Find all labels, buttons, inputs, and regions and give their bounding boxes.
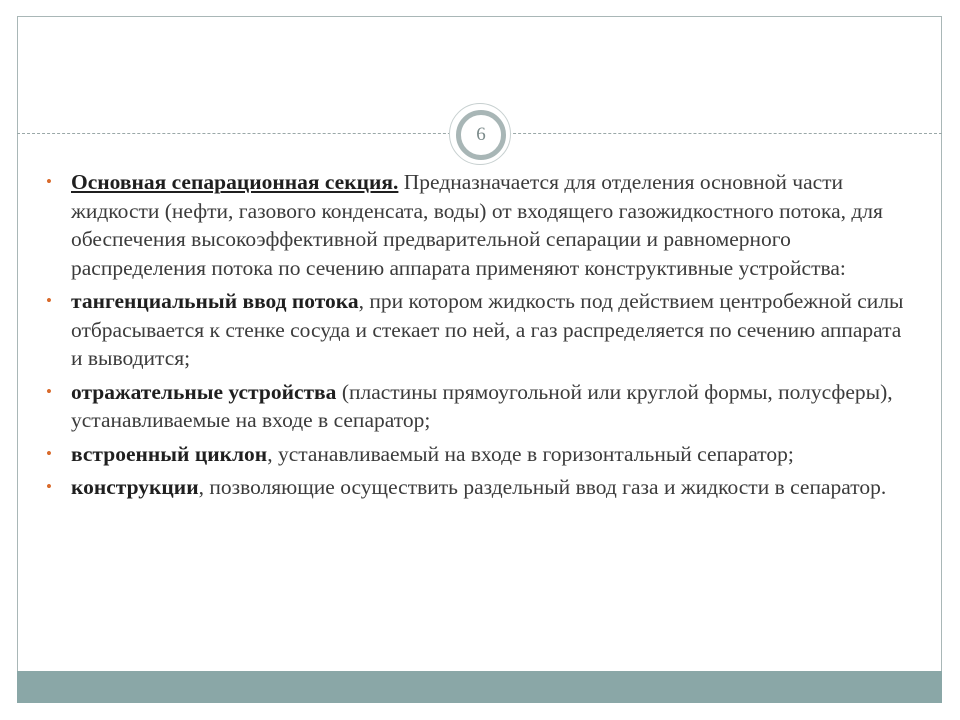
bullet-text: (пластины прямоугольной или круглой формы, полусферы), устанавливаемые на входе в сепаратор;	[71, 379, 893, 432]
page-number-ring	[456, 110, 506, 160]
bullet-icon: •	[46, 477, 52, 496]
page-number: 6	[476, 124, 486, 145]
list-item	[46, 473, 906, 502]
list-item	[46, 440, 906, 469]
bullet-text: , позволяющие осуществить раздельный ввод газа и жидкости в сепаратор.	[198, 475, 887, 499]
bullet-text: , при котором жидкость под действием центробежной силы отбрасывается к стенке сосуда и стекает по ней, а газ распределяется по сечению аппарата и выводится;	[71, 289, 904, 370]
bullet-text: , устанавливаемый на входе в горизонтальный сепаратор;	[267, 441, 794, 466]
bullet-term: Основная сепарационная секция.	[71, 170, 399, 194]
list-item	[46, 168, 906, 282]
bullet-icon: •	[46, 443, 52, 463]
bullet-icon: •	[46, 291, 52, 310]
bullet-term: тангенциальный ввод потока	[71, 289, 359, 313]
bullet-term: конструкции	[71, 475, 199, 499]
list-item	[46, 378, 906, 435]
bullet-icon: •	[46, 381, 52, 401]
footer-band	[17, 671, 942, 703]
page-number-badge	[449, 103, 511, 165]
bullet-term: отражательные устройства	[71, 379, 337, 404]
bullet-term: встроенный циклон	[71, 441, 268, 466]
bullet-icon: •	[46, 172, 52, 191]
bullet-list	[46, 168, 906, 507]
list-item	[46, 287, 906, 373]
bullet-text: Предназначается для отделения основной части жидкости (нефти, газового конденсата, воды) от входящего газожидкостного потока, для обеспечения высокоэффективной предварительной сепарации и равномерного распределения потока по сечению аппарата применяют конструктивные устройства:	[71, 170, 883, 280]
